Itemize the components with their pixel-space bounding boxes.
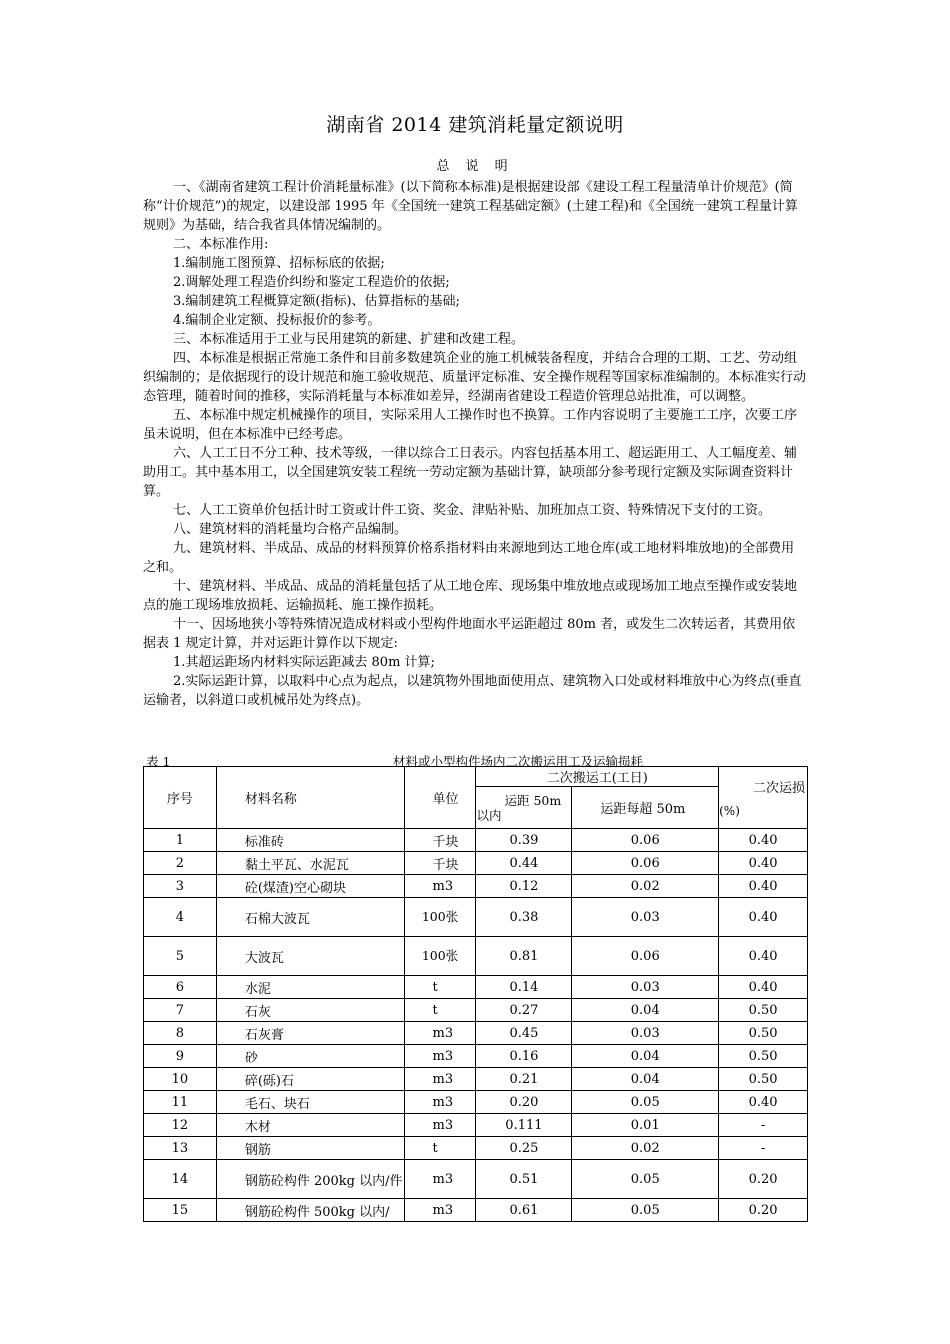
row-unit: m3: [404, 1045, 476, 1068]
row-loss: 0.40: [719, 829, 808, 852]
section-heading: 总 说 明: [436, 159, 514, 174]
row-seq: 6: [144, 976, 217, 999]
row-loss: 0.50: [719, 1022, 808, 1045]
row-each-50m: 0.04: [572, 1068, 719, 1091]
row-within-50m: 0.61: [476, 1199, 572, 1222]
paragraph: 3.编制建筑工程概算定额(指标)、估算指标的基础;: [173, 294, 460, 309]
row-loss: 0.40: [719, 898, 808, 937]
row-unit: 100张: [404, 937, 476, 976]
header-transport-group: 二次搬运工(工日): [476, 767, 719, 787]
row-material-name: 标准砖: [216, 829, 404, 852]
row-seq: 7: [144, 999, 217, 1022]
row-unit: t: [404, 976, 476, 999]
row-loss: -: [719, 1114, 808, 1137]
row-loss: 0.20: [719, 1199, 808, 1222]
row-seq: 10: [144, 1068, 217, 1091]
row-material-name: 钢筋砼构件 200kg 以内/件: [216, 1160, 404, 1199]
row-seq: 5: [144, 937, 217, 976]
row-within-50m: 0.14: [476, 976, 572, 999]
row-unit: 100张: [404, 898, 476, 937]
row-seq: 4: [144, 898, 217, 937]
row-seq: 12: [144, 1114, 217, 1137]
row-material-name: 木材: [216, 1114, 404, 1137]
row-each-50m: 0.05: [572, 1199, 719, 1222]
row-unit: m3: [404, 1022, 476, 1045]
header-within-50m: [476, 787, 572, 829]
row-loss: 0.40: [719, 976, 808, 999]
row-within-50m: 0.12: [476, 875, 572, 898]
table-row: [144, 1045, 808, 1068]
row-material-name: 钢筋砼构件 500kg 以内/: [216, 1199, 404, 1222]
row-each-50m: 0.01: [572, 1114, 719, 1137]
row-loss: 0.50: [719, 999, 808, 1022]
table-row: [144, 1114, 808, 1137]
header-unit: 单位: [404, 767, 476, 829]
row-each-50m: 0.06: [572, 937, 719, 976]
paragraph: 1.编制施工图预算、招标标底的依据;: [173, 256, 385, 271]
row-material-name: 黏土平瓦、水泥瓦: [216, 852, 404, 875]
paragraph: 十、建筑材料、半成品、成品的消耗量包括了从工地仓库、现场集中堆放地点或现场加工地点至操作或安装地点的施工现场堆放损耗、运输损耗、施工操作损耗。: [143, 579, 798, 613]
row-unit: m3: [404, 1160, 476, 1199]
header-within-line1: 运距 50m: [504, 792, 562, 808]
header-each-50m: 运距每超 50m: [572, 787, 719, 829]
row-each-50m: 0.02: [572, 1137, 719, 1160]
row-seq: 11: [144, 1091, 217, 1114]
row-seq: 2: [144, 852, 217, 875]
paragraph: 十一、因场地狭小等特殊情况造成材料或小型构件地面水平运距超过 80m 者，或发生二次转运者，其费用依据表 1 规定计算，并对运距计算作以下规定:: [143, 617, 796, 651]
table-row: [144, 1160, 808, 1199]
row-each-50m: 0.04: [572, 999, 719, 1022]
header-within-line2: 以内: [476, 807, 502, 823]
row-unit: t: [404, 999, 476, 1022]
table-row: [144, 1199, 808, 1222]
table-row: [144, 852, 808, 875]
row-each-50m: 0.03: [572, 976, 719, 999]
row-each-50m: 0.05: [572, 1160, 719, 1199]
row-unit: m3: [404, 875, 476, 898]
row-seq: 9: [144, 1045, 217, 1068]
row-loss: -: [719, 1137, 808, 1160]
paragraph: 七、人工工资单价包括计时工资或计件工资、奖金、津贴补贴、加班加点工资、特殊情况下支付的工资。: [173, 503, 772, 518]
row-seq: 15: [144, 1199, 217, 1222]
row-material-name: 石灰膏: [216, 1022, 404, 1045]
row-material-name: 水泥: [216, 976, 404, 999]
row-within-50m: 0.38: [476, 898, 572, 937]
table-row: [144, 976, 808, 999]
row-each-50m: 0.03: [572, 898, 719, 937]
row-material-name: 砂: [216, 1045, 404, 1068]
paragraph: 六、人工工日不分工种、技术等级，一律以综合工日表示。内容包括基本用工、超运距用工、人工幅度差、辅助用工。其中基本用工，以全国建筑安装工程统一劳动定额为基础计算，缺项部分参考现行定额及实际调查资料计算。: [143, 446, 798, 499]
paragraph: 二、本标准作用:: [173, 237, 269, 252]
row-loss: 0.40: [719, 852, 808, 875]
paragraph: 五、本标准中规定机械操作的项目，实际采用人工操作时也不换算。工作内容说明了主要施工工序，次要工序虽未说明，但在本标准中已经考虑。: [143, 408, 798, 442]
paragraph: 2.实际运距计算，以取料中心点为起点，以建筑物外围地面使用点、建筑物入口处或材料堆放中心为终点(垂直运输者，以斜道口或机械吊处为终点)。: [143, 674, 802, 708]
row-each-50m: 0.04: [572, 1045, 719, 1068]
row-seq: 8: [144, 1022, 217, 1045]
row-material-name: 碎(砾)石: [216, 1068, 404, 1091]
row-within-50m: 0.81: [476, 937, 572, 976]
paragraph: 2.调解处理工程造价纠纷和鉴定工程造价的依据;: [173, 275, 450, 290]
table-row: [144, 875, 808, 898]
row-unit: m3: [404, 1091, 476, 1114]
material-transport-table: [143, 766, 808, 1222]
row-material-name: 大波瓦: [216, 937, 404, 976]
paragraph: 三、本标准适用于工业与民用建筑的新建、扩建和改建工程。: [173, 332, 525, 347]
row-loss: 0.40: [719, 937, 808, 976]
paragraph: 4.编制企业定额、投标报价的参考。: [173, 313, 381, 328]
table-label: 表 1: [146, 754, 171, 769]
paragraph: 九、建筑材料、半成品、成品的材料预算价格系指材料由来源地到达工地仓库(或工地材料堆放地)的全部费用之和。: [143, 541, 795, 575]
row-unit: m3: [404, 1114, 476, 1137]
row-within-50m: 0.25: [476, 1137, 572, 1160]
row-within-50m: 0.20: [476, 1091, 572, 1114]
row-unit: m3: [404, 1068, 476, 1091]
row-material-name: 砼(煤渣)空心砌块: [216, 875, 404, 898]
table-row: [144, 1022, 808, 1045]
row-material-name: 石棉大波瓦: [216, 898, 404, 937]
paragraph: 一、《湖南省建筑工程计价消耗量标准》(以下简称本标准)是根据建设部《建设工程工程量清单计价规范》(简称“计价规范”)的规定，以建设部 1995 年《全国统一建筑工程基础定额》(土建工程)和《全国统一建筑工程量计算规则》为基础，结合我省具体情况编制的。: [143, 180, 798, 233]
header-name: 材料名称: [216, 767, 404, 829]
row-unit: 千块: [404, 829, 476, 852]
row-each-50m: 0.06: [572, 852, 719, 875]
row-each-50m: 0.06: [572, 829, 719, 852]
row-loss: 0.50: [719, 1068, 808, 1091]
table-row: [144, 999, 808, 1022]
row-unit: t: [404, 1137, 476, 1160]
row-loss: 0.40: [719, 875, 808, 898]
row-material-name: 钢筋: [216, 1137, 404, 1160]
row-loss: 0.50: [719, 1045, 808, 1068]
row-seq: 14: [144, 1160, 217, 1199]
header-loss-line2: (%): [719, 804, 740, 818]
row-unit: 千块: [404, 852, 476, 875]
row-within-50m: 0.16: [476, 1045, 572, 1068]
row-each-50m: 0.05: [572, 1091, 719, 1114]
row-within-50m: 0.39: [476, 829, 572, 852]
row-each-50m: 0.02: [572, 875, 719, 898]
document-title: 湖南省 2014 建筑消耗量定额说明: [326, 114, 624, 136]
row-material-name: 毛石、块石: [216, 1091, 404, 1114]
body-text: [143, 178, 807, 710]
table-row: [144, 1091, 808, 1114]
row-within-50m: 0.111: [476, 1114, 572, 1137]
row-loss: 0.40: [719, 1091, 808, 1114]
row-each-50m: 0.03: [572, 1022, 719, 1045]
table-row: [144, 937, 808, 976]
row-material-name: 石灰: [216, 999, 404, 1022]
paragraph: 四、本标准是根据正常施工条件和目前多数建筑企业的施工机械装备程度，并结合合理的工期、工艺、劳动组织编制的；是依据现行的设计规范和施工验收规范、质量评定标准、安全操作规程等国家标准编制的。本标准实行动态管理，随着时间的推移，实际消耗量与本标准如差异，经湖南省建设工程造价管理总站批准，可以调整。: [143, 351, 807, 404]
table-body: [144, 829, 808, 1222]
table-row: [144, 1068, 808, 1091]
paragraph: 1.其超运距场内材料实际运距减去 80m 计算;: [173, 655, 435, 670]
row-within-50m: 0.21: [476, 1068, 572, 1091]
row-within-50m: 0.51: [476, 1160, 572, 1199]
row-seq: 3: [144, 875, 217, 898]
table-row: [144, 829, 808, 852]
row-within-50m: 0.27: [476, 999, 572, 1022]
table-row: [144, 898, 808, 937]
row-within-50m: 0.44: [476, 852, 572, 875]
row-within-50m: 0.45: [476, 1022, 572, 1045]
row-unit: m3: [404, 1199, 476, 1222]
header-seq: 序号: [144, 767, 217, 829]
row-loss: 0.20: [719, 1160, 808, 1199]
header-loss: [719, 767, 808, 829]
row-seq: 13: [144, 1137, 217, 1160]
table-title: 材料或小型构件场内二次搬运用工及运输损耗: [393, 754, 644, 769]
header-loss-line1: 二次运损: [752, 781, 805, 796]
paragraph: 八、建筑材料的消耗量均合格产品编制。: [173, 522, 408, 537]
row-seq: 1: [144, 829, 217, 852]
table-row: [144, 1137, 808, 1160]
